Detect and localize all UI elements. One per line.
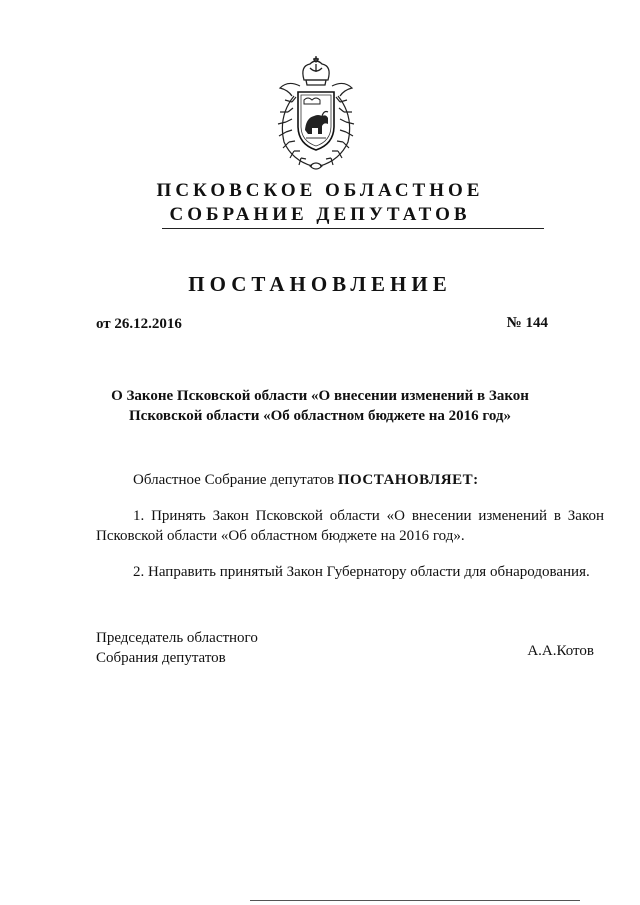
pskov-coat-of-arms-icon — [270, 56, 362, 174]
subject-line-2: Псковской области «Об областном бюджете на 2016 год» — [129, 408, 511, 424]
footer-divider — [250, 900, 580, 901]
organization-name-line-2: СОБРАНИЕ ДЕПУТАТОВ — [169, 204, 471, 225]
resolution-item-2: 2. Направить принятый Закон Губернатору области для обнародования. — [133, 564, 590, 580]
resolution-item-1: 1. Принять Закон Псковской области «О внесении изменений в Закон Псковской области «Об областном бюджете на 2016 год». — [96, 508, 604, 544]
position-line-2: Собрания депутатов — [96, 650, 226, 666]
document-title: ПОСТАНОВЛЕНИЕ — [188, 272, 452, 296]
intro-decree: ПОСТАНОВЛЯЕТ: — [337, 472, 479, 488]
document-number: № 144 — [506, 315, 548, 331]
signatory-name: А.А.Котов — [527, 643, 594, 659]
signatory-position — [96, 628, 258, 668]
document-date: от 26.12.2016 — [96, 316, 182, 332]
intro-prefix: Областное Собрание депутатов — [133, 472, 335, 488]
organization-name-line-1: ПСКОВСКОЕ ОБЛАСТНОЕ — [156, 180, 484, 201]
header-divider — [162, 228, 544, 229]
intro-paragraph — [133, 470, 479, 490]
document-subject — [0, 386, 640, 426]
subject-line-1: О Законе Псковской области «О внесении изменений в Закон — [111, 388, 529, 404]
position-line-1: Председатель областного — [96, 630, 258, 646]
